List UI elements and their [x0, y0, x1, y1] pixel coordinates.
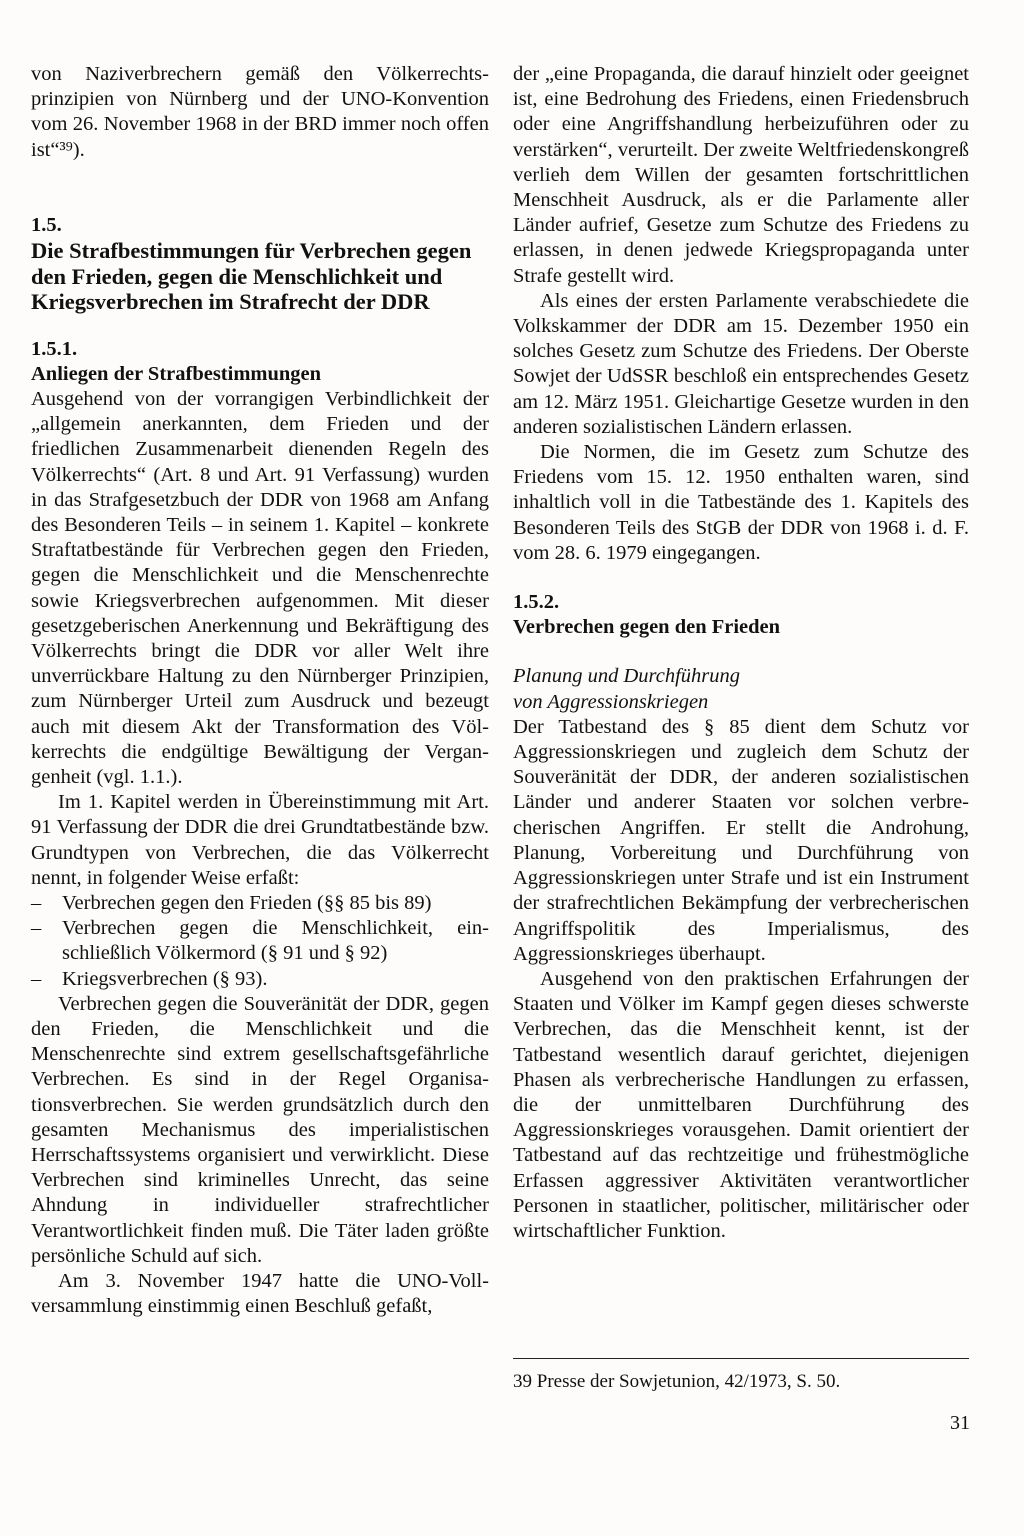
list-item: [31, 916, 489, 966]
list-item-text: Verbrechen gegen die Menschlichkeit, einschließlich Völkermord (§ 91 und § 92): [62, 917, 489, 965]
list-dash: –: [31, 891, 42, 914]
body-paragraph: Die Normen, die im Gesetz zum Schutze des Friedens vom 15. 12. 1950 enthalten waren, sind inhaltlich voll in die Tatbestände des 1. Kapitels des Besonderen Teils des StGB der DDR von 1968 i. d. F. vom 28. 6. 1979 eingegangen.: [513, 441, 969, 564]
italic-heading: von Aggressionskriegen: [513, 690, 709, 713]
subsection-title: Verbrechen gegen den Frieden: [513, 616, 781, 639]
body-paragraph: der „eine Propaganda, die darauf hinzielt oder geeignet ist, eine Bedrohung des Friedens, einen Friedensbruch oder eine Angriffshandlung herbeizuführen oder zu verstärken“, verurteilt. Der zweite Weltfriedenskongreß verlieh dem Willen der gesamten fortschrittlichen Menschheit Ausdruck, als er die Parlamente aller Länder aufrief, Gesetze zum Schutze des Friedens zu erlassen, in denen jedwede Kriegspropaganda unter Strafe gestellt wird.: [513, 63, 969, 287]
list-item: [31, 891, 489, 916]
list-dash: –: [31, 967, 42, 990]
section-number: 1.5.: [31, 213, 62, 236]
section-title: Die Strafbestimmungen für Verbrechen gegen den Frieden, gegen die Menschlichkeit und Kriegsverbrechen im Strafrecht der DDR: [31, 238, 472, 315]
list-dash: –: [31, 917, 42, 940]
body-paragraph: Verbrechen gegen die Souveränität der DDR, gegen den Frieden, die Menschlichkeit und die Menschenrechte sind extrem gesellschaftsgefährliche Verbrechen. Es sind in der Regel Organisationsverbrechen. Sie werden grundsätzlich durch den gesamten Mechanismus des imperialistischen Herrschaftssystems organisiert und verwirklicht. Diese Verbrechen sind kriminelles Unrecht, das seine Ahndung in individueller strafrechtlicher Verantwortlichkeit finden muß. Die Täter laden größte persönliche Schuld auf sich.: [31, 992, 489, 1267]
body-paragraph: Ausgehend von der vorrangigen Verbindlichkeit der „allgemein anerkannten, dem Frieden und der friedlichen Zusammenarbeit dienenden Regeln des Völkerrechts“ (Art. 8 und Art. 91 Verfassung) wurden in das Strafgesetzbuch der DDR von 1968 am Anfang des Besonderen Teils – in seinem 1. Kapitel – konkrete Straftatbestände für Verbrechen gegen den Frieden, gegen die Menschlichkeit und die Menschenrechte sowie Kriegsverbrechen aufgenommen. Mit dieser gesetzgeberischen Anerkennung und Bekräftigung des Völkerrechts bringt die DDR vor aller Welt ihre unverrückbare Haltung zu den Nürnberger Prinzipien, zum Nürnberger Urteil zum Ausdruck und bezeugt auch mit diesem Akt der Transformation des Völkerrechts die endgültige Bewältigung der Vergangenheit (vgl. 1.1.).: [31, 387, 489, 788]
subsection-number: 1.5.2.: [513, 591, 560, 614]
page-number: 31: [950, 1412, 970, 1434]
list-item-text: Verbrechen gegen den Frieden (§§ 85 bis 89): [62, 891, 432, 914]
subsection-title: Anliegen der Strafbestimmungen: [31, 362, 322, 385]
list-item: [31, 967, 489, 992]
italic-heading: Planung und Durchführung: [513, 665, 741, 688]
left-column: [31, 62, 489, 1319]
body-paragraph: Im 1. Kapitel werden in Übereinstimmung mit Art. 91 Verfassung der DDR die drei Grundtatbestände bzw. Grundtypen von Verbrechen, die das Völkerrecht nennt, in folgender Weise erfaßt:: [31, 791, 489, 889]
footnote: 39 Presse der Sowjetunion, 42/1973, S. 50.: [513, 1371, 841, 1392]
list-item-text: Kriegsverbrechen (§ 93).: [62, 967, 268, 990]
footnote-rule: [513, 1358, 969, 1359]
right-column: [513, 62, 969, 1244]
subsection-number: 1.5.1.: [31, 337, 78, 360]
body-paragraph: Als eines der ersten Parlamente verabschiedete die Volkskammer der DDR am 15. Dezember 1950 ein solches Gesetz zum Schutze des Friedens. Der Oberste Sowjet der UdSSR beschloß ein entsprechendes Gesetz am 12. März 1951. Gleichartige Gesetze wurden in den anderen sozialistischen Ländern erlassen.: [513, 289, 969, 438]
intro-paragraph: von Naziverbrechern gemäß den Völkerrechtsprinzipien von Nürnberg und der UNO-Konvention vom 26. November 1968 in der BRD immer noch offen ist“³⁹).: [31, 63, 489, 161]
body-paragraph: Der Tatbestand des § 85 dient dem Schutz vor Aggressionskriegen und zugleich dem Schutz der Souveränität der DDR, der anderen sozialistischen Länder und anderer Staaten vor solchen verbrecherischen Angriffen. Er stellt die Androhung, Planung, Vorbereitung und Durchführung von Aggressionskriegen unter Strafe und ist ein Instrument der strafrechtlichen Bekämpfung der verbrecherischen Angriffspolitik des Imperialismus, des Aggressionskrieges überhaupt.: [513, 715, 969, 965]
body-paragraph: Ausgehend von den praktischen Erfahrungen der Staaten und Völker im Kampf gegen dieses schwerste Verbrechen, das die Menschheit kennt, ist der Tatbestand wesentlich darauf gerichtet, diejenigen Phasen als verbrecherische Handlungen zu erfassen, die der unmittelbaren Durchführung des Aggressionskrieges vorausgehen. Damit orientiert der Tatbestand auf das rechtzeitige und frühestmögliche Erfassen aggressiver Aktivitäten verantwortlicher Personen in staatlicher, politischer, militärischer oder wirtschaftlicher Funktion.: [513, 967, 969, 1242]
body-paragraph: Am 3. November 1947 hatte die UNO-Vollversammlung einstimmig einen Beschluß gefaßt,: [31, 1270, 489, 1318]
